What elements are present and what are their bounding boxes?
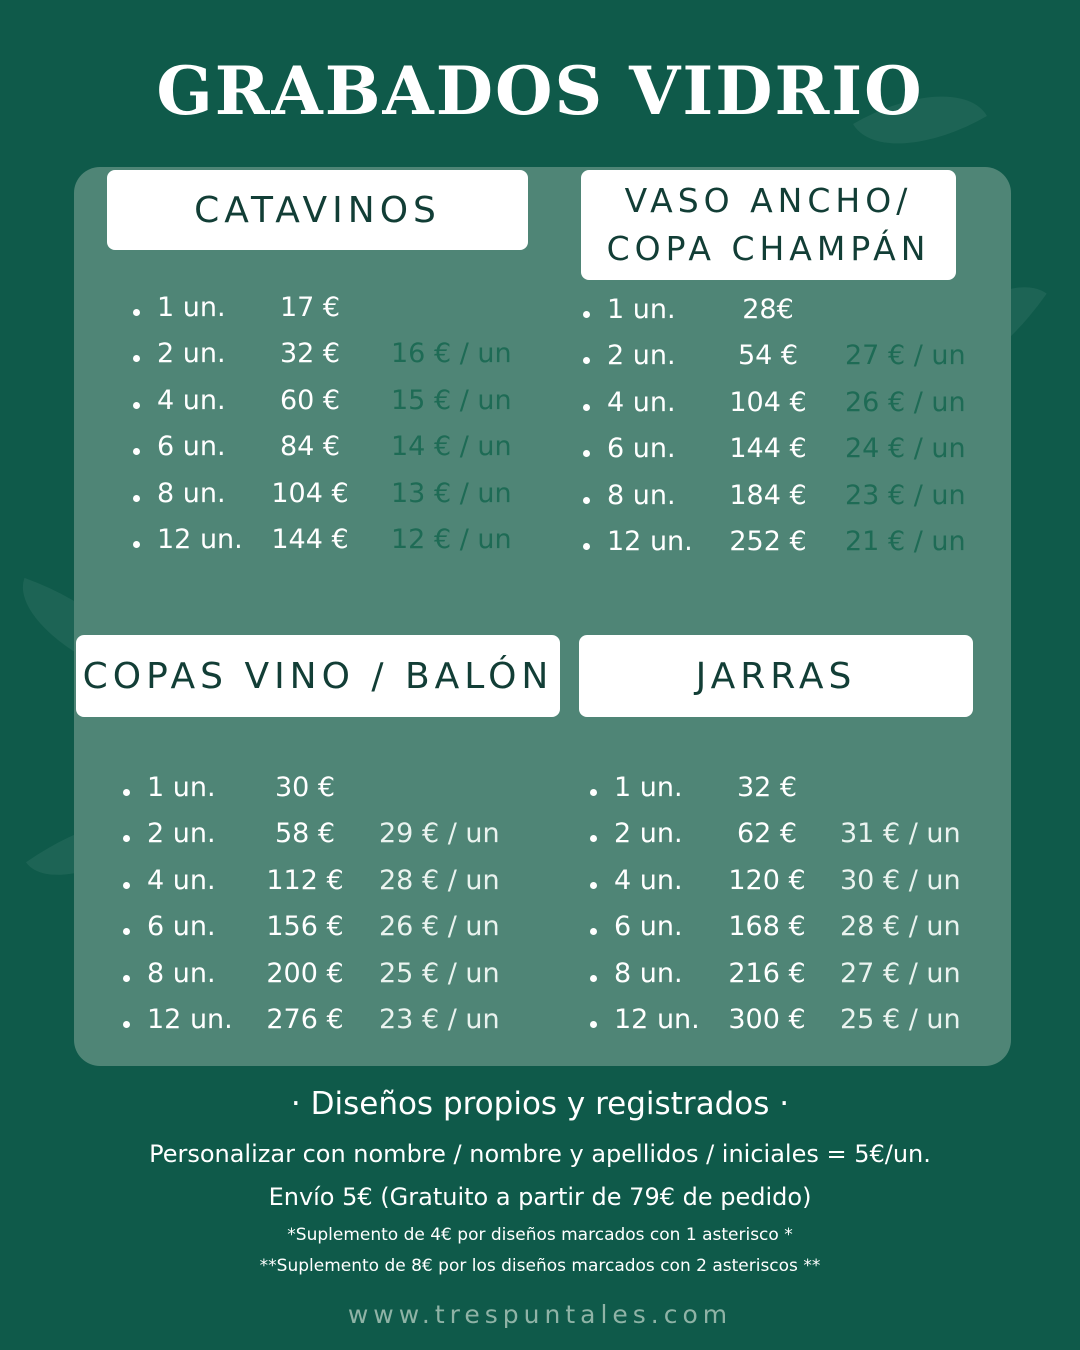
bullet-icon: [590, 789, 597, 796]
price-row: [123, 818, 523, 864]
website-link[interactable]: www.trespuntales.com: [347, 1300, 733, 1329]
bullet-icon: [583, 311, 590, 318]
total-price: 144 €: [271, 523, 349, 555]
quantity: 1 un.: [157, 292, 226, 323]
quantity: 12 un.: [614, 1003, 700, 1035]
section-label-text: CATAVINOS: [194, 189, 441, 231]
total-price: 28€: [742, 294, 794, 325]
total-price: 104 €: [729, 386, 807, 418]
price-list-jarras: [590, 772, 990, 1050]
quantity: 2 un.: [614, 818, 683, 850]
total-price: 156 €: [266, 911, 344, 943]
unit-price: 16 € / un: [391, 338, 512, 370]
price-row: [133, 385, 533, 431]
quantity: 6 un.: [614, 911, 683, 943]
price-row: [133, 431, 533, 477]
bullet-icon: [123, 789, 130, 796]
quantity: 4 un.: [614, 864, 683, 896]
unit-price: 25 € / un: [840, 1003, 961, 1035]
quantity: 8 un.: [147, 957, 216, 989]
bullet-icon: [583, 543, 590, 550]
total-price: 168 €: [728, 911, 806, 943]
bullet-icon: [123, 882, 130, 889]
price-row: [583, 433, 983, 479]
unit-price: 21 € / un: [845, 525, 966, 557]
section-label-jarras: [579, 635, 973, 717]
bullet-icon: [583, 497, 590, 504]
unit-price: 12 € / un: [391, 523, 512, 555]
unit-price: 26 € / un: [845, 386, 966, 418]
total-price: 32 €: [279, 338, 341, 370]
unit-price: 23 € / un: [379, 1003, 500, 1035]
section-label-copas-vino: [76, 635, 560, 717]
quantity: 2 un.: [147, 818, 216, 850]
price-row: [133, 292, 533, 338]
unit-price: 30 € / un: [840, 864, 961, 896]
price-row: [590, 818, 990, 864]
total-price: 300 €: [728, 1003, 806, 1035]
unit-price: 28 € / un: [379, 864, 500, 896]
price-row: [123, 772, 523, 818]
unit-price: 25 € / un: [379, 957, 500, 989]
bullet-icon: [133, 495, 140, 502]
total-price: 112 €: [266, 864, 344, 896]
page-title: GRABADOS VIDRIO: [156, 52, 924, 130]
bullet-icon: [133, 402, 140, 409]
total-price: 252 €: [729, 525, 807, 557]
quantity: 4 un.: [147, 864, 216, 896]
price-row: [133, 338, 533, 384]
section-label-text: JARRAS: [695, 655, 857, 697]
quantity: 12 un.: [157, 523, 243, 555]
price-row: [583, 526, 983, 572]
price-row: [590, 772, 990, 818]
unit-price: 26 € / un: [379, 911, 500, 943]
surcharge-note-2: **Suplemento de 8€ por los diseños marcados con 2 asteriscos **: [259, 1256, 821, 1276]
quantity: 12 un.: [147, 1003, 233, 1035]
unit-price: 24 € / un: [845, 433, 966, 465]
price-row: [590, 958, 990, 1004]
price-row: [583, 387, 983, 433]
price-row: [590, 1004, 990, 1050]
quantity: 2 un.: [157, 338, 226, 370]
bullet-icon: [133, 355, 140, 362]
personalization-note: Personalizar con nombre / nombre y apellidos / iniciales = 5€/un.: [149, 1140, 931, 1168]
total-price: 62 €: [736, 818, 798, 850]
total-price: 120 €: [728, 864, 806, 896]
total-price: 60 €: [279, 384, 341, 416]
total-price: 276 €: [266, 1003, 344, 1035]
quantity: 1 un.: [147, 772, 216, 803]
unit-price: 27 € / un: [840, 957, 961, 989]
quantity: 8 un.: [607, 479, 676, 511]
shipping-note: Envío 5€ (Gratuito a partir de 79€ de pedido): [268, 1183, 812, 1211]
total-price: 200 €: [266, 957, 344, 989]
price-row: [123, 865, 523, 911]
bullet-icon: [590, 928, 597, 935]
price-list-catavinos: [133, 292, 533, 570]
total-price: 184 €: [729, 479, 807, 511]
section-label-line-2: COPA CHAMPÁN: [606, 229, 931, 268]
quantity: 6 un.: [607, 433, 676, 465]
unit-price: 31 € / un: [840, 818, 961, 850]
quantity: 2 un.: [607, 340, 676, 372]
price-row: [123, 958, 523, 1004]
total-price: 30 €: [274, 772, 336, 803]
total-price: 84 €: [279, 431, 341, 463]
unit-price: 28 € / un: [840, 911, 961, 943]
section-label-text: COPAS VINO / BALÓN: [82, 655, 554, 697]
price-row: [123, 911, 523, 957]
total-price: 54 €: [737, 340, 799, 372]
price-list-copas-vino: [123, 772, 523, 1050]
bullet-icon: [590, 835, 597, 842]
price-row: [583, 480, 983, 526]
bullet-icon: [123, 835, 130, 842]
price-row: [133, 478, 533, 524]
price-row: [133, 524, 533, 570]
section-label-catavinos: [107, 170, 528, 250]
designs-tagline: · Diseños propios y registrados ·: [290, 1086, 790, 1122]
unit-price: 15 € / un: [391, 384, 512, 416]
total-price: 216 €: [728, 957, 806, 989]
quantity: 6 un.: [147, 911, 216, 943]
bullet-icon: [583, 357, 590, 364]
price-row: [583, 294, 983, 340]
bullet-icon: [123, 975, 130, 982]
unit-price: 13 € / un: [391, 477, 512, 509]
quantity: 4 un.: [157, 384, 226, 416]
quantity: 8 un.: [157, 477, 226, 509]
total-price: 32 €: [736, 772, 798, 803]
unit-price: 29 € / un: [379, 818, 500, 850]
total-price: 144 €: [729, 433, 807, 465]
bullet-icon: [590, 882, 597, 889]
bullet-icon: [133, 448, 140, 455]
bullet-icon: [590, 975, 597, 982]
quantity: 12 un.: [607, 525, 693, 557]
bullet-icon: [583, 404, 590, 411]
bullet-icon: [123, 1021, 130, 1028]
bullet-icon: [123, 928, 130, 935]
price-row: [583, 340, 983, 386]
quantity: 1 un.: [607, 294, 676, 325]
unit-price: 23 € / un: [845, 479, 966, 511]
total-price: 104 €: [271, 477, 349, 509]
quantity: 4 un.: [607, 386, 676, 418]
quantity: 1 un.: [614, 772, 683, 803]
price-row: [590, 865, 990, 911]
total-price: 58 €: [274, 818, 336, 850]
quantity: 8 un.: [614, 957, 683, 989]
price-row: [123, 1004, 523, 1050]
total-price: 17 €: [279, 292, 341, 323]
section-label-line-1: VASO ANCHO/: [624, 181, 913, 220]
bullet-icon: [590, 1021, 597, 1028]
price-row: [590, 911, 990, 957]
price-list-vaso-ancho: [583, 294, 983, 572]
surcharge-note-1: *Suplemento de 4€ por diseños marcados con 1 asterisco *: [287, 1225, 793, 1245]
bullet-icon: [133, 541, 140, 548]
unit-price: 14 € / un: [391, 431, 512, 463]
bullet-icon: [133, 309, 140, 316]
quantity: 6 un.: [157, 431, 226, 463]
section-label-vaso-ancho: [581, 170, 956, 280]
unit-price: 27 € / un: [845, 340, 966, 372]
bullet-icon: [583, 450, 590, 457]
